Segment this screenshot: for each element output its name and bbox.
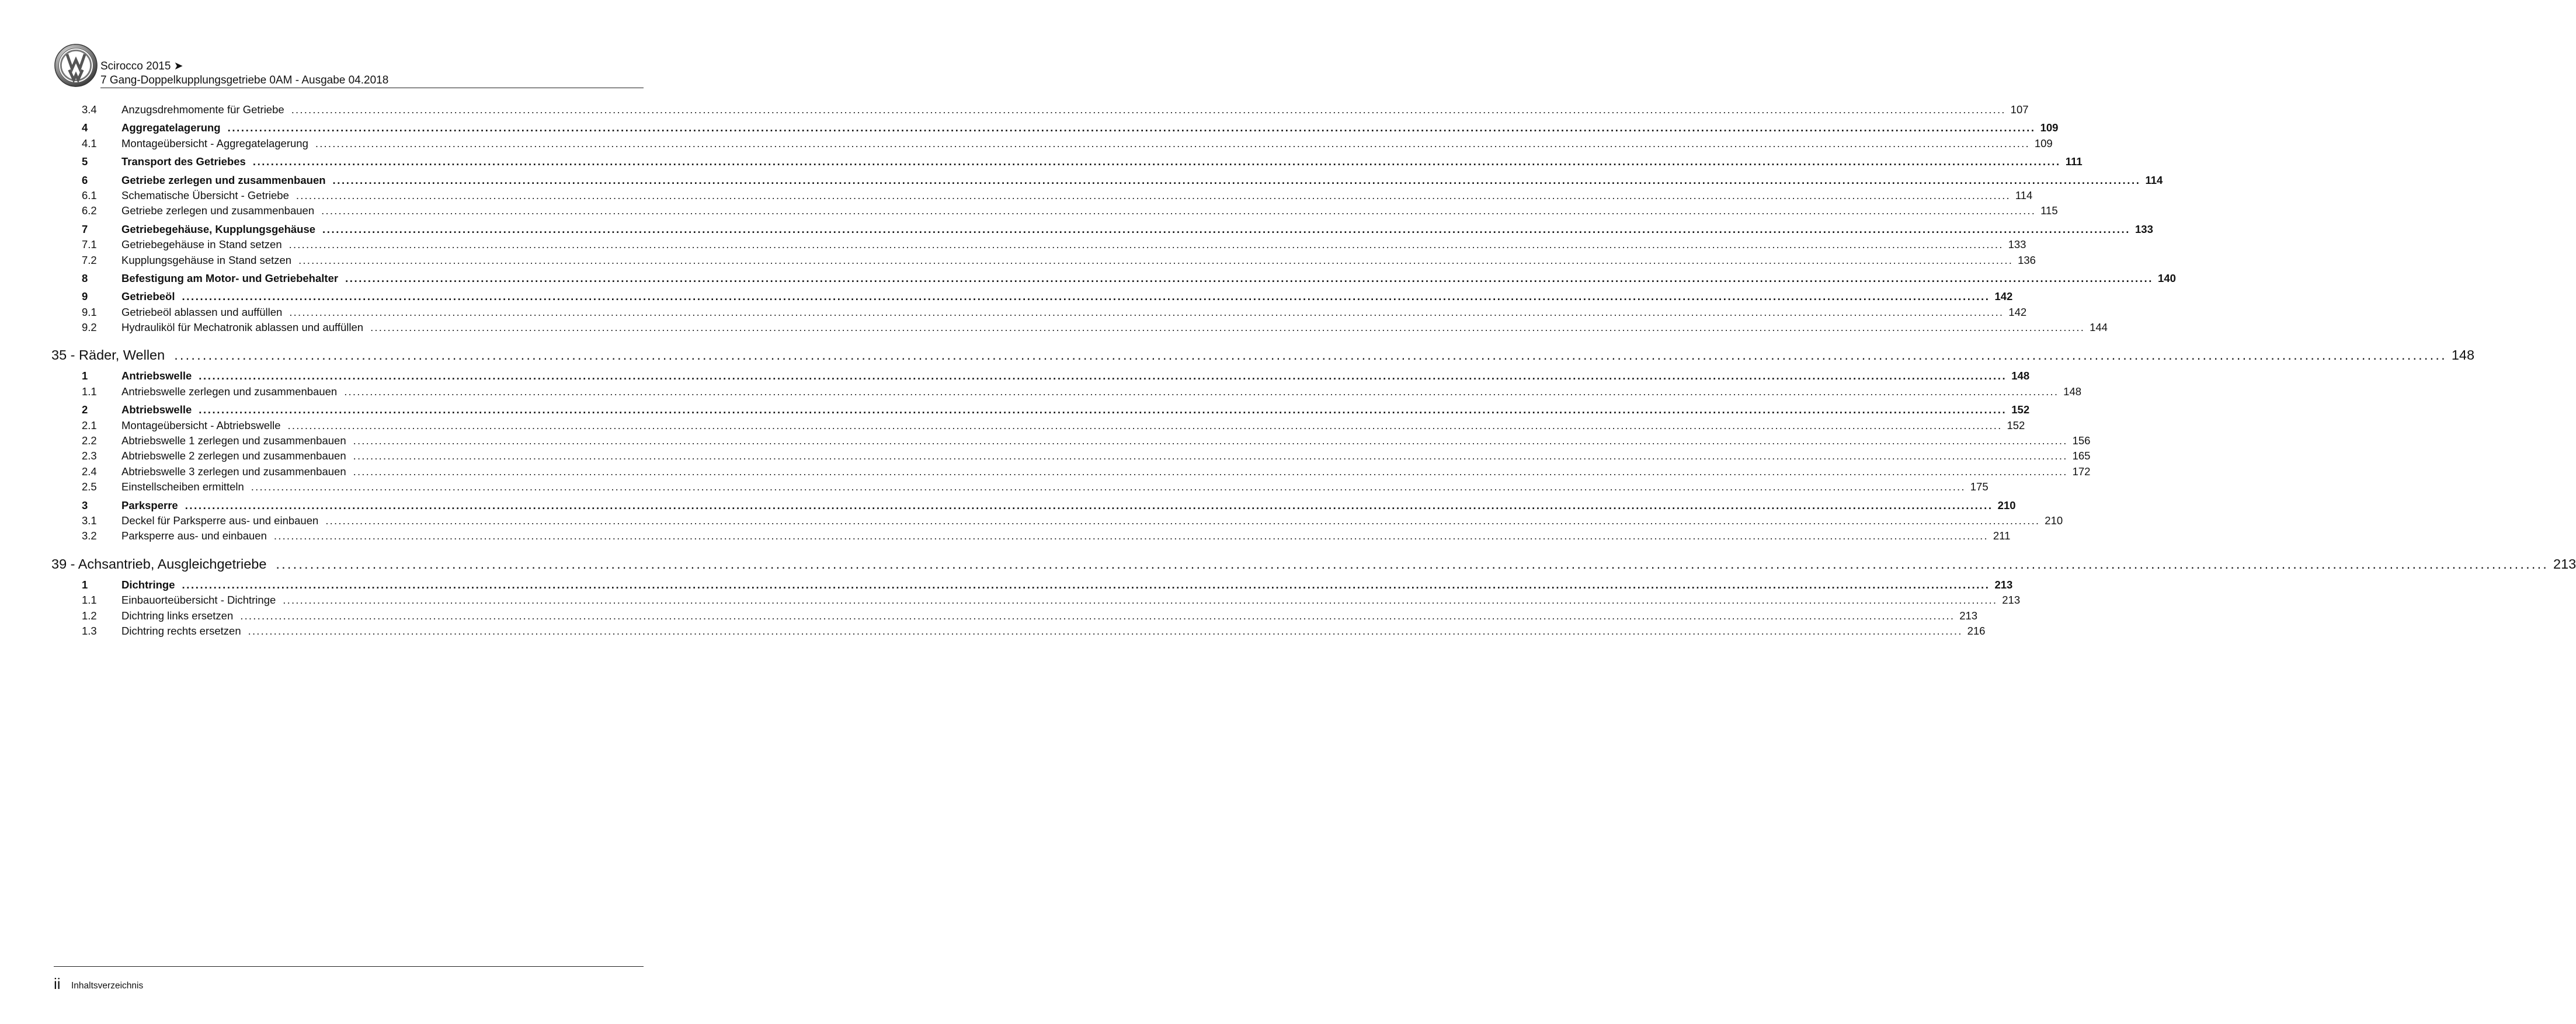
toc-entry[interactable]: [51, 154, 2083, 169]
toc-leader-dots: ................................................................................................................................................................................................................................................................................................................................................................................................................: [322, 222, 2131, 235]
page-header: [54, 42, 644, 89]
toc-entry-number: 6: [82, 173, 88, 186]
toc-entry-number: 7.2: [82, 253, 97, 266]
toc-entry-title: Antriebswelle: [121, 370, 192, 382]
toc-entry-title: Hydrauliköl für Mechatronik ablassen und auffüllen: [121, 321, 364, 334]
toc-leader-dots: ................................................................................................................................................................................................................................................................................................................................................................................................................: [353, 450, 2068, 462]
toc-entry-title: Antriebswelle zerlegen und zusammenbauen: [121, 385, 338, 398]
toc-entry-page: 109: [2040, 121, 2059, 134]
header-model: Scirocco 2015 ➤: [100, 60, 183, 72]
toc-entry-page: 107: [2010, 103, 2029, 116]
toc-leader-dots: ................................................................................................................................................................................................................................................................................................................................................................................................................: [289, 305, 2004, 318]
toc-entry-page: 115: [2040, 204, 2058, 217]
toc-entry-title: Parksperre: [121, 499, 178, 511]
toc-entry-page: 142: [1994, 290, 2013, 303]
toc-entry-number: 9: [82, 290, 88, 303]
toc-leader-dots: ................................................................................................................................................................................................................................................................................................................................................................................................................: [288, 238, 2004, 251]
toc-entry-page: 213: [1959, 609, 1978, 622]
toc-entry-title: Getriebe zerlegen und zusammenbauen: [121, 204, 315, 217]
vw-logo-icon: [54, 43, 98, 88]
toc-entry-title: Einbauorteübersicht - Dichtringe: [121, 594, 276, 607]
toc-leader-dots: ................................................................................................................................................................................................................................................................................................................................................................................................................: [252, 155, 2061, 168]
toc-entry-page: 175: [1970, 480, 1989, 493]
toc-entry[interactable]: [51, 513, 2063, 528]
header-manual-title: 7 Gang-Doppelkupplungsgetriebe 0AM - Ausgabe 04.2018: [100, 74, 389, 86]
toc-entry-number: 1.1: [82, 385, 97, 398]
toc-entry-title: Abtriebswelle 3 zerlegen und zusammenbauen: [121, 465, 346, 478]
toc-entry-number: 6.2: [82, 204, 97, 217]
toc-entry-page: 213: [2553, 556, 2576, 572]
toc-entry-number: 1: [82, 578, 88, 591]
toc-entry-page: 156: [2072, 434, 2091, 447]
toc-entry[interactable]: [51, 136, 2053, 151]
toc-entry-title: Schematische Übersicht - Getriebe: [121, 189, 289, 201]
toc-entry[interactable]: [51, 464, 2091, 479]
toc-entry[interactable]: [51, 173, 2163, 188]
toc-entry[interactable]: [51, 624, 1986, 639]
toc-leader-dots: ................................................................................................................................................................................................................................................................................................................................................................................................................: [240, 609, 1955, 622]
toc-entry[interactable]: [51, 102, 2029, 117]
toc-entry-title: Getriebegehäuse in Stand setzen: [121, 238, 282, 251]
toc-entry[interactable]: [51, 120, 2059, 135]
toc-entry[interactable]: [51, 203, 2058, 218]
toc-entry[interactable]: [51, 368, 2030, 384]
toc-entry[interactable]: [51, 253, 2036, 268]
toc-entry-page: 152: [2011, 403, 2030, 416]
toc-entry-page: 172: [2072, 465, 2091, 478]
toc-leader-dots: ................................................................................................................................................................................................................................................................................................................................................................................................................: [199, 370, 2007, 382]
toc-entry-page: 144: [2090, 321, 2108, 334]
toc-entry-title: Dichtring rechts ersetzen: [121, 624, 241, 637]
toc-entry[interactable]: [51, 305, 2027, 320]
toc-entry-number: 8: [82, 271, 88, 284]
toc-entry[interactable]: [51, 448, 2091, 464]
toc-entry-number: 7: [82, 222, 88, 235]
toc-entry[interactable]: [51, 271, 2176, 286]
toc-entry-page: 142: [2008, 305, 2027, 318]
toc-entry[interactable]: [51, 608, 1978, 624]
toc-entry-page: 213: [1994, 578, 2013, 591]
toc-entry-page: 152: [2007, 419, 2025, 431]
toc-entry-number: 1.3: [82, 624, 97, 637]
toc-entry-title: Getriebegehäuse, Kupplungsgehäuse: [121, 222, 316, 235]
toc-leader-dots: ................................................................................................................................................................................................................................................................................................................................................................................................................: [276, 556, 2549, 572]
toc-entry[interactable]: [51, 384, 2082, 399]
toc-leader-dots: ................................................................................................................................................................................................................................................................................................................................................................................................................: [251, 480, 1966, 493]
toc-entry-number: 4.1: [82, 137, 97, 149]
toc-entry-number: 9.1: [82, 305, 97, 318]
toc-entry-title: 35 - Räder, Wellen: [51, 347, 165, 363]
toc-leader-dots: ................................................................................................................................................................................................................................................................................................................................................................................................................: [287, 419, 2003, 431]
toc-entry-number: 2.3: [82, 450, 97, 462]
toc-leader-dots: ................................................................................................................................................................................................................................................................................................................................................................................................................: [182, 578, 1990, 591]
toc-entry-number: 3.2: [82, 530, 97, 542]
toc-entry[interactable]: [51, 222, 2153, 237]
toc-entry-title: Transport des Getriebes: [121, 155, 246, 168]
toc-entry[interactable]: [51, 593, 2021, 608]
toc-entry-number: 2.5: [82, 480, 97, 493]
toc-entry-title: Anzugsdrehmomente für Getriebe: [121, 103, 284, 116]
footer-divider: [54, 966, 644, 967]
toc-entry-page: 211: [1993, 530, 2011, 542]
toc-leader-dots: ................................................................................................................................................................................................................................................................................................................................................................................................................: [353, 434, 2068, 447]
toc-entry[interactable]: [51, 320, 2108, 335]
toc-entry-page: 148: [2063, 385, 2082, 398]
toc-entry-title: Getriebeöl: [121, 290, 175, 303]
toc-entry-number: 7.1: [82, 238, 97, 251]
toc-entry-title: Abtriebswelle 2 zerlegen und zusammenbauen: [121, 450, 346, 462]
toc-entry[interactable]: [51, 433, 2091, 448]
toc-entry-title: Abtriebswelle: [121, 403, 192, 416]
toc-entry-page: 148: [2451, 347, 2475, 363]
toc-entry-number: 3.1: [82, 514, 97, 527]
toc-entry-number: 2.1: [82, 419, 97, 431]
toc-entry[interactable]: [51, 344, 2475, 365]
toc-entry-page: 109: [2034, 137, 2053, 149]
toc-entry-page: 140: [2158, 271, 2176, 284]
toc-leader-dots: ................................................................................................................................................................................................................................................................................................................................................................................................................: [332, 173, 2141, 186]
toc-entry-title: Deckel für Parksperre aus- und einbauen: [121, 514, 319, 527]
toc-leader-dots: ................................................................................................................................................................................................................................................................................................................................................................................................................: [345, 271, 2154, 284]
toc-entry-page: 114: [2015, 189, 2033, 201]
toc-entry-page: 165: [2072, 450, 2091, 462]
toc-entry-title: Dichtringe: [121, 578, 175, 591]
toc-entry-page: 114: [2145, 173, 2163, 186]
toc-leader-dots: ................................................................................................................................................................................................................................................................................................................................................................................................................: [273, 530, 1989, 542]
toc-entry[interactable]: [51, 418, 2025, 433]
toc-entry[interactable]: [51, 402, 2030, 417]
toc-entry-page: 133: [2008, 238, 2026, 251]
toc-leader-dots: ................................................................................................................................................................................................................................................................................................................................................................................................................: [325, 514, 2040, 527]
toc-leader-dots: ................................................................................................................................................................................................................................................................................................................................................................................................................: [283, 594, 1998, 607]
toc-leader-dots: ................................................................................................................................................................................................................................................................................................................................................................................................................: [298, 253, 2014, 266]
toc-entry-title: Montageübersicht - Abtriebswelle: [121, 419, 281, 431]
toc-entry-number: 2.4: [82, 465, 97, 478]
toc-leader-dots: ................................................................................................................................................................................................................................................................................................................................................................................................................: [182, 290, 1990, 303]
toc-entry-title: Befestigung am Motor- und Getriebehalter: [121, 271, 339, 284]
toc-entry-number: 2: [82, 403, 88, 416]
toc-leader-dots: ................................................................................................................................................................................................................................................................................................................................................................................................................: [321, 204, 2036, 217]
toc-entry-page: 210: [1997, 499, 2016, 511]
toc-leader-dots: ................................................................................................................................................................................................................................................................................................................................................................................................................: [296, 189, 2011, 201]
toc-entry-title: Montageübersicht - Aggregatelagerung: [121, 137, 308, 149]
toc-entry-number: 4: [82, 121, 88, 134]
toc-entry-title: 39 - Achsantrieb, Ausgleichgetriebe: [51, 556, 267, 572]
toc-entry-title: Parksperre aus- und einbauen: [121, 530, 267, 542]
toc-entry[interactable]: [51, 498, 2016, 513]
toc-entry-page: 213: [2002, 594, 2021, 607]
toc-entry[interactable]: [51, 528, 2011, 544]
toc-leader-dots: ................................................................................................................................................................................................................................................................................................................................................................................................................: [291, 103, 2006, 116]
toc-entry-page: 210: [2045, 514, 2063, 527]
toc-entry-title: Abtriebswelle 1 zerlegen und zusammenbauen: [121, 434, 346, 447]
toc-leader-dots: ................................................................................................................................................................................................................................................................................................................................................................................................................: [315, 137, 2030, 149]
toc-entry-page: 136: [2018, 253, 2036, 266]
toc-entry-page: 133: [2135, 222, 2153, 235]
toc-entry-page: 216: [1967, 624, 1986, 637]
toc-entry[interactable]: [51, 577, 2013, 593]
toc-entry-number: 1: [82, 370, 88, 382]
toc-entry-title: Kupplungsgehäuse in Stand setzen: [121, 253, 292, 266]
toc-entry-number: 1.1: [82, 594, 97, 607]
toc-leader-dots: ................................................................................................................................................................................................................................................................................................................................................................................................................: [185, 499, 1993, 511]
toc-entry[interactable]: [51, 553, 2576, 574]
toc-entry-number: 1.2: [82, 609, 97, 622]
toc-entry-title: Einstellscheiben ermitteln: [121, 480, 244, 493]
toc-leader-dots: ................................................................................................................................................................................................................................................................................................................................................................................................................: [248, 624, 1963, 637]
toc-entry-page: 148: [2011, 370, 2030, 382]
toc-leader-dots: ................................................................................................................................................................................................................................................................................................................................................................................................................: [370, 321, 2085, 334]
toc-entry-number: 3: [82, 499, 88, 511]
toc-leader-dots: ................................................................................................................................................................................................................................................................................................................................................................................................................: [344, 385, 2059, 398]
toc-entry[interactable]: [51, 479, 1989, 494]
footer-label: Inhaltsverzeichnis: [71, 981, 144, 991]
toc-entry-title: Getriebeöl ablassen und auffüllen: [121, 305, 283, 318]
toc-entry-number: 5: [82, 155, 88, 168]
toc-entry[interactable]: [51, 188, 2033, 203]
toc-entry-title: Aggregatelagerung: [121, 121, 221, 134]
toc-entry-title: Getriebe zerlegen und zusammenbauen: [121, 173, 326, 186]
toc-leader-dots: ................................................................................................................................................................................................................................................................................................................................................................................................................: [199, 403, 2007, 416]
table-of-contents: [51, 102, 2576, 639]
toc-entry[interactable]: [51, 237, 2026, 252]
toc-entry-title: Dichtring links ersetzen: [121, 609, 234, 622]
toc-leader-dots: ................................................................................................................................................................................................................................................................................................................................................................................................................: [227, 121, 2036, 134]
toc-entry-number: 6.1: [82, 189, 97, 201]
toc-leader-dots: ................................................................................................................................................................................................................................................................................................................................................................................................................: [353, 465, 2068, 478]
toc-leader-dots: ................................................................................................................................................................................................................................................................................................................................................................................................................: [174, 347, 2447, 363]
footer-page-number: ii: [54, 975, 61, 992]
toc-entry-page: 111: [2065, 155, 2083, 168]
toc-entry-number: 3.4: [82, 103, 97, 116]
toc-entry-number: 2.2: [82, 434, 97, 447]
toc-entry-number: 9.2: [82, 321, 97, 334]
toc-entry[interactable]: [51, 289, 2013, 304]
